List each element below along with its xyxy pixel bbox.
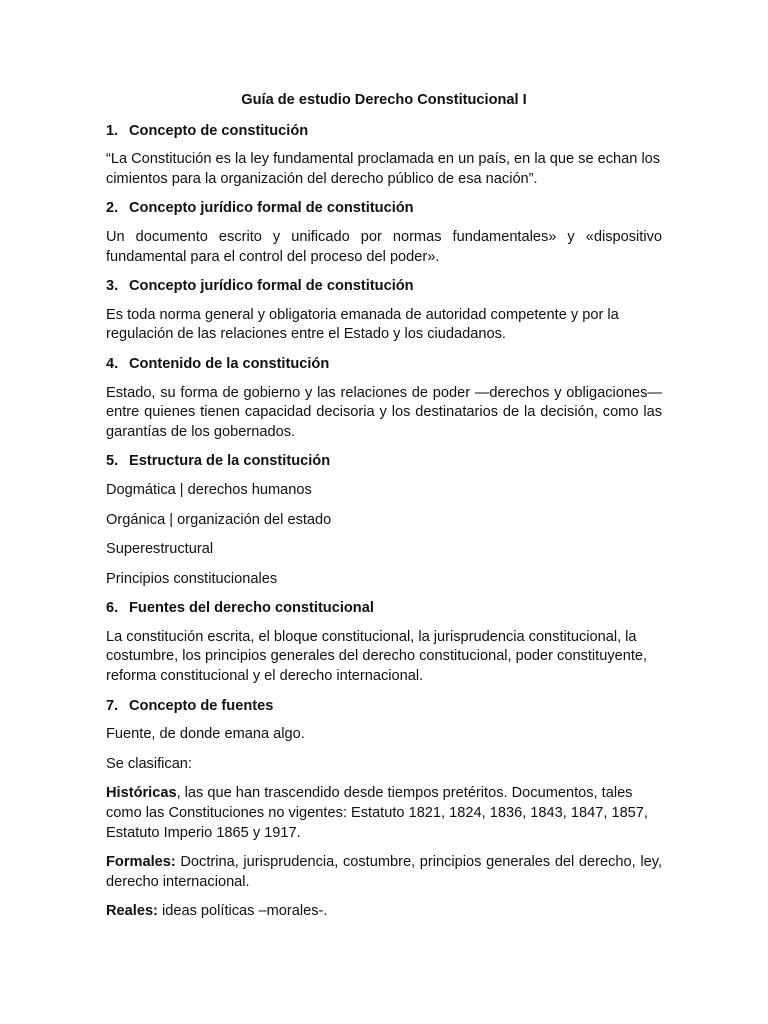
- section-paragraph: La constitución escrita, el bloque constitucional, la jurisprudencia constitucional, la costumbre, los principios generales del derecho constitucional, poder constituyente, reforma constitucional y el derecho internacional.: [106, 628, 648, 685]
- structure-item: Dogmática | derechos humanos: [106, 481, 312, 498]
- section-heading-7: [106, 697, 662, 717]
- section-number: 3.: [106, 278, 119, 295]
- structure-item: Principios constitucionales: [106, 570, 278, 587]
- section-title: Estructura de la constitución: [129, 453, 331, 470]
- section-number: 6.: [106, 600, 119, 617]
- section-paragraph: “La Constitución es la ley fundamental proclamada en un país, en la que se echan los cimientos para la organización del derecho público de esa nación”.: [106, 151, 661, 187]
- structure-item: Superestructural: [106, 541, 214, 558]
- section-paragraph: Se clasifican:: [106, 755, 192, 772]
- classification-text: ideas políticas –morales-.: [157, 903, 328, 920]
- classification-text: Doctrina, jurisprudencia, costumbre, principios generales del derecho, ley, derecho internacional.: [106, 854, 662, 890]
- section-number: 1.: [106, 122, 119, 139]
- section-title: Concepto jurídico formal de constitución: [129, 200, 414, 217]
- section-paragraph: Estado, su forma de gobierno y las relaciones de poder —derechos y obligaciones— entre quienes tienen capacidad decisoria y los destinatarios de la decisión, como las garantías de los gobernados.: [106, 384, 662, 440]
- section-paragraph: Un documento escrito y unificado por normas fundamentales» y «dispositivo fundamental para el control del proceso del poder».: [106, 228, 662, 265]
- section-heading-3: [106, 277, 662, 297]
- section-number: 5.: [106, 453, 119, 470]
- section-title: Concepto de fuentes: [129, 697, 274, 714]
- section-heading-5: [106, 452, 662, 472]
- section-heading-2: [106, 199, 662, 219]
- section-title: Fuentes del derecho constitucional: [129, 600, 374, 617]
- classification-label: Históricas: [106, 785, 177, 802]
- section-heading-1: [106, 122, 662, 142]
- classification-formales: [106, 853, 662, 892]
- document-title: Guía de estudio Derecho Constitucional I: [241, 92, 527, 108]
- section-heading-4: [106, 355, 662, 375]
- section-paragraph: Fuente, de donde emana algo.: [106, 726, 305, 743]
- section-title: Concepto jurídico formal de constitución: [129, 278, 414, 295]
- classification-historicas: [106, 784, 662, 843]
- section-number: 7.: [106, 697, 119, 714]
- classification-label: Formales:: [106, 854, 176, 871]
- classification-reales: [106, 902, 662, 922]
- section-number: 4.: [106, 355, 119, 372]
- section-title: Concepto de constitución: [129, 122, 309, 139]
- classification-label: Reales:: [106, 903, 158, 920]
- section-number: 2.: [106, 200, 119, 217]
- section-title: Contenido de la constitución: [129, 355, 330, 372]
- classification-text: , las que han trascendido desde tiempos pretéritos. Documentos, tales como las Constituciones no vigentes: Estatuto 1821, 1824, 1836, 1843, 1847, 1857, Estatuto Imperio 1865 y 1917.: [106, 785, 648, 841]
- structure-item: Orgánica | organización del estado: [106, 511, 332, 528]
- section-heading-6: [106, 599, 662, 619]
- section-paragraph: Es toda norma general y obligatoria emanada de autoridad competente y por la regulación de las relaciones entre el Estado y los ciudadanos.: [106, 306, 619, 343]
